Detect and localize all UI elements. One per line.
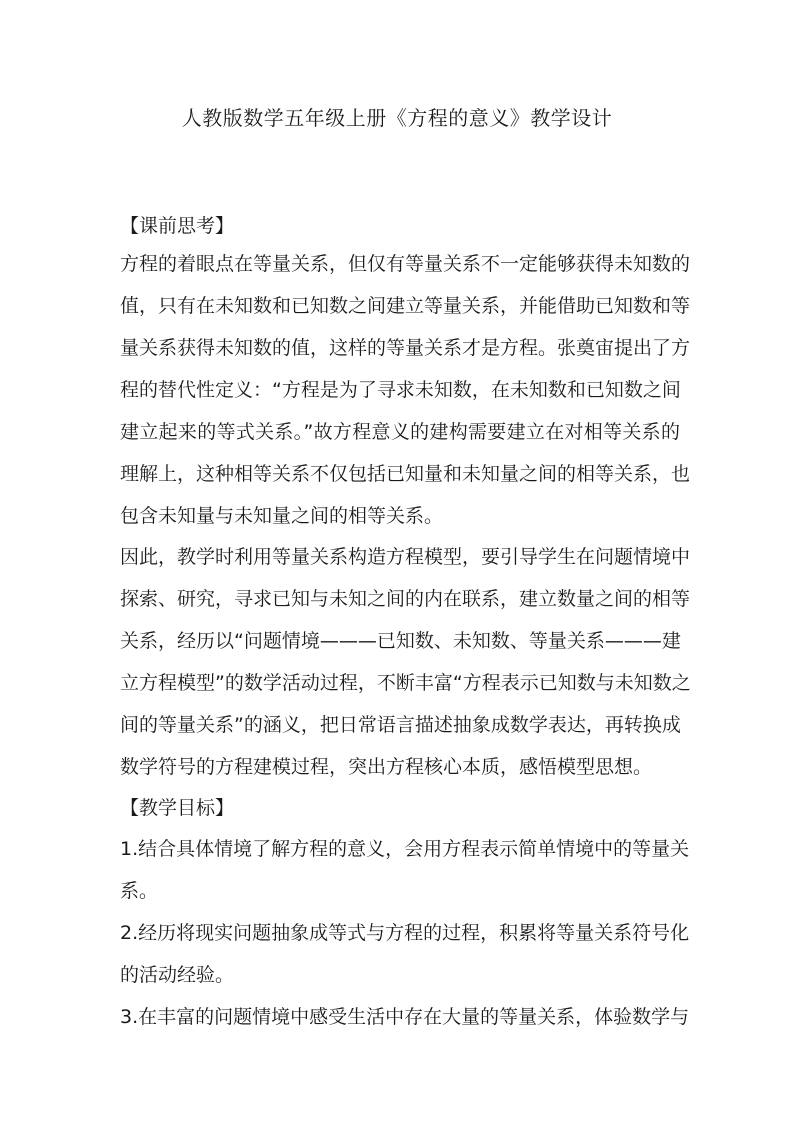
paragraph-line: 方程的着眼点在等量关系，但仅有等量关系不一定能够获得未知数的 [120,253,691,275]
goal-item-line: 3.在丰富的问题情境中感受生活中存在大量的等量关系，体验数学与 [120,1006,690,1028]
paragraph-line: 包含未知量与未知量之间的相等关系。 [120,505,444,527]
goal-item-line: 系。 [120,880,159,902]
paragraph-line: 量关系获得未知数的值，这样的等量关系才是方程。张奠宙提出了方 [120,337,691,359]
paragraph-line: 值，只有在未知数和已知数之间建立等量关系，并能借助已知数和等 [120,295,691,317]
paragraph-line: 间的等量关系”的涵义，把日常语言描述抽象成数学表达，再转换成 [120,714,681,736]
document-title: 人教版数学五年级上册《方程的意义》教学设计 [181,106,613,130]
paragraph-line: 因此，教学时利用等量关系构造方程模型，要引导学生在问题情境中 [120,546,691,568]
paragraph-line: 程的替代性定义：“方程是为了寻求未知数，在未知数和已知数之间 [120,379,681,401]
paragraph-line: 立方程模型”的数学活动过程，不断丰富“方程表示已知数与未知数之 [120,672,691,694]
section-heading-thinking: 【课前思考】 [120,215,235,237]
goal-item-line: 的活动经验。 [120,964,235,986]
goal-item-line: 2.经历将现实问题抽象成等式与方程的过程，积累将等量关系符号化 [120,922,690,944]
paragraph-line: 数学符号的方程建模过程，突出方程核心本质，感悟模型思想。 [120,756,653,778]
section-heading-goals: 【教学目标】 [120,797,235,819]
goal-item-line: 1.结合具体情境了解方程的意义，会用方程表示简单情境中的等量关 [120,838,690,860]
paragraph-line: 建立起来的等式关系。”故方程意义的建构需要建立在对相等关系的 [120,421,680,443]
paragraph-line: 理解上，这种相等关系不仅包括已知量和未知量之间的相等关系，也 [120,463,691,485]
paragraph-line: 关系，经历以“问题情境———已知数、未知数、等量关系———建 [120,630,681,652]
paragraph-line: 探索、研究，寻求已知与未知之间的内在联系，建立数量之间的相等 [120,588,691,610]
